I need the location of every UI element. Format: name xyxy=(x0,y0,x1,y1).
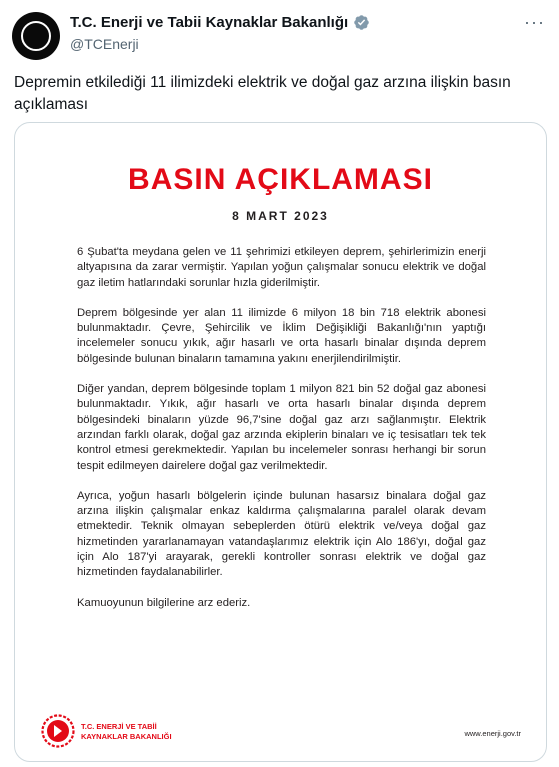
ministry-website: www.enerji.gov.tr xyxy=(464,729,521,738)
document-footer xyxy=(41,714,521,750)
more-options-icon[interactable]: ··· xyxy=(524,12,545,32)
document-title: BASIN AÇIKLAMASI xyxy=(128,163,433,196)
document-date: 8 MART 2023 xyxy=(232,209,329,223)
account-handle[interactable]: @TCEnerji xyxy=(70,36,139,52)
document-paragraph: Kamuoyunun bilgilerine arz ederiz. xyxy=(77,596,251,609)
ministry-emblem-icon xyxy=(21,21,51,51)
document-paragraph: Deprem bölgesinde yer alan 11 ilimizde 6 milyon 18 bin 718 elektrik abonesi bulunmaktadır. Çevre, Şehircilik ve İklim Değişikliği Bakanlığı'nın yaptığı incelemeler sonucu yıkık, ağır hasarlı ve orta hasarlı binalar dışında deprem bölgesinde bulunan binaların tamamına yakını enerjilendirilmiştir. xyxy=(77,306,486,365)
account-display-name[interactable]: T.C. Enerji ve Tabii Kaynaklar Bakanlığı xyxy=(70,14,349,31)
document-body xyxy=(77,245,486,626)
verified-badge-icon xyxy=(353,14,370,31)
press-release-image[interactable] xyxy=(14,122,547,762)
tweet-text: Depremin etkilediği 11 ilimizdeki elektrik ve doğal gaz arzına ilişkin basın açıklaması xyxy=(14,74,511,113)
document-paragraph: 6 Şubat'ta meydana gelen ve 11 şehrimizi etkileyen deprem, şehirlerimizin enerji altyapısına da zarar vermiştir. Yapılan yoğun çalışmalar sonucu elektrik ve doğal gaz iletim hatlarındaki sorunlar hızla giderilmiştir. xyxy=(77,246,486,289)
ministry-name-line2: KAYNAKLAR BAKANLIĞI xyxy=(81,732,172,741)
ministry-name xyxy=(81,722,172,742)
account-name-row xyxy=(70,14,370,31)
ministry-name-line1: T.C. ENERJİ VE TABİİ xyxy=(81,722,157,731)
document-paragraph: Ayrıca, yoğun hasarlı bölgelerin içinde bulunan hasarsız binalara doğal gaz arzına ilişkin çalışmalar enkaz kaldırma çalışmalarına paralel olarak devam etmektedir. Teknik olmayan sebeplerden ötürü elektrik ve/veya doğal gaz hizmetinden yararlanamayan vatandaşlarımız elektrik için Alo 186'yı, doğal gaz için Alo 187'yi arayarak, gerekli kontroller sonrası elektrik ve doğal gaz hizmetinden faydalanabilirler. xyxy=(77,489,486,579)
document-paragraph: Diğer yandan, deprem bölgesinde toplam 1 milyon 821 bin 52 doğal gaz abonesi bulunmaktadır. Yıkık, ağır hasarlı ve orta hasarlı binalar dışında deprem bölgesindeki binaların yüzde 96,7'sine doğal gaz arzı sağlanmıştır. Elektrik arzından farklı olarak, doğal gaz arzında ekiplerin binaları ve iç tesisatları tek tek kontrol etmesi gerekmektedir. Yapılan bu incelemeler sonrası herhangi bir sorun tespit edilmeyen dairelere doğal gaz verilmektedir. xyxy=(77,383,486,472)
ministry-logo-icon xyxy=(41,714,75,748)
account-avatar[interactable] xyxy=(12,12,60,60)
